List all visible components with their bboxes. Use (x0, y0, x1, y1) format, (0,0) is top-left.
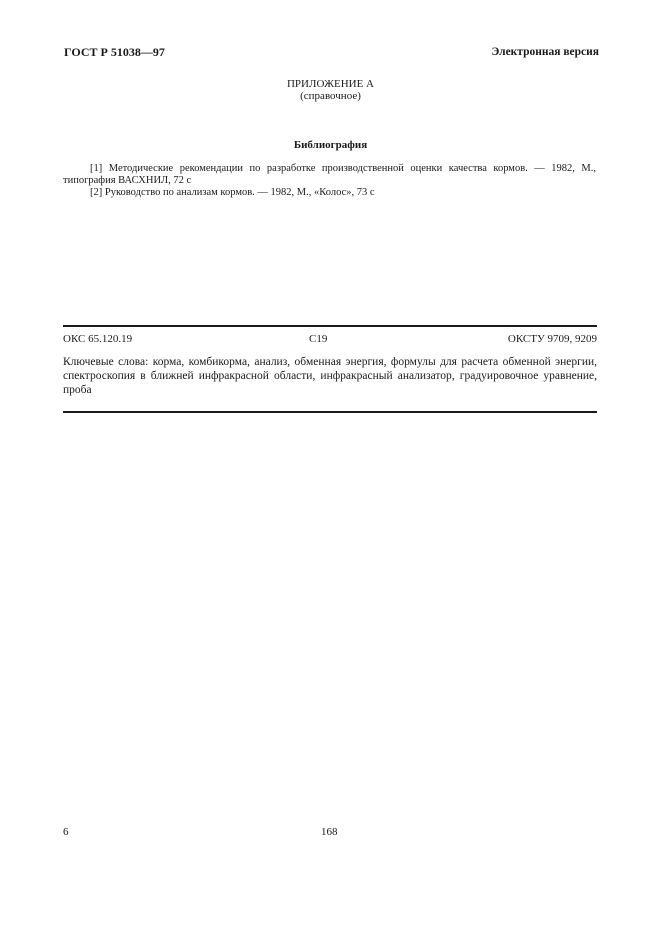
group-code: С19 (309, 333, 328, 345)
bibliography-title: Библиография (293, 139, 368, 151)
edition-label: Электронная версия (491, 46, 599, 58)
okstu-code: ОКСТУ 9709, 9209 (507, 333, 597, 345)
annex-title: ПРИЛОЖЕНИЕ А (286, 78, 374, 90)
oks-code: ОКС 65.120.19 (63, 333, 133, 345)
bottom-rule (63, 411, 597, 413)
bibliography-item-1: [1] Методические рекомендации по разработке производственной оценки качества кормов. — 1982, М., типография ВАСХНИЛ, 72 с (63, 163, 596, 186)
bibliography-item-2: [2] Руководство по анализам кормов. — 1982, М., «Колос», 73 с (90, 187, 375, 198)
keywords-text: Ключевые слова: корма, комбикорма, анализ, обменная энергия, формулы для расчета обменной энергии, спектроскопия в ближней инфракрасной области, инфракрасный анализатор, градуировочное уравнение, проба (63, 356, 597, 396)
annex-heading (0, 78, 661, 102)
page-number-global: 168 (321, 826, 338, 838)
document-number: ГОСТ Р 51038—97 (64, 45, 165, 59)
annex-subtitle: (справочное) (300, 90, 361, 102)
page-number-local: 6 (63, 826, 69, 838)
top-rule (63, 325, 597, 327)
